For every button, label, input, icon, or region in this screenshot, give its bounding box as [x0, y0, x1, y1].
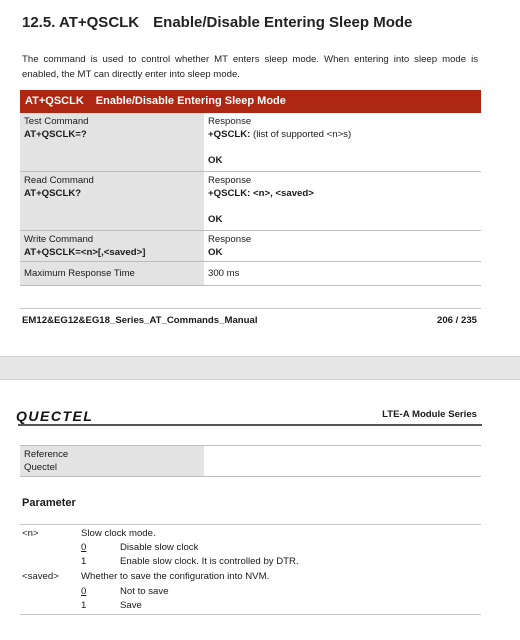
table-header-command: AT+QSCLK [25, 95, 84, 107]
table-row-write [20, 231, 481, 262]
param-n-value-1: 1 [81, 556, 87, 567]
param-saved-meaning-1: Save [120, 600, 142, 611]
table-row-max-time [20, 262, 481, 286]
header-divider [18, 424, 482, 426]
module-series: LTE-A Module Series [382, 409, 477, 420]
param-name-n: <n> [22, 528, 39, 539]
param-n-value-0: 0 [81, 542, 87, 553]
reference-label: Reference [24, 449, 69, 460]
reference-row [20, 446, 481, 477]
logo-wordmark: QUECTEL [16, 408, 94, 424]
max-response-label: Maximum Response Time [20, 262, 204, 286]
section-title [22, 14, 412, 31]
table-row-test [20, 113, 481, 172]
footer-page-number: 206 / 235 [436, 315, 477, 326]
param-desc-n: Slow clock mode. [81, 528, 156, 539]
command-table [20, 113, 481, 286]
read-response-ok: OK [208, 214, 223, 225]
write-command-label: Write Command [24, 234, 94, 245]
param-n-meaning-0: Disable slow clock [120, 542, 199, 553]
test-response-prefix: +QSCLK: [208, 129, 251, 140]
write-response-label: Response [208, 234, 252, 245]
section-description: The command is used to control whether MT enters sleep mode. When entering into sleep mode is enabled, the MT can directly enter into sleep mode. [22, 54, 478, 80]
test-command-syntax: AT+QSCLK=? [24, 129, 87, 140]
param-saved-value-0: 0 [81, 586, 87, 597]
max-response-value: 300 ms [204, 262, 481, 286]
footer-divider [20, 308, 481, 309]
test-response-text: (list of supported <n>s) [250, 129, 352, 140]
param-name-saved: <saved> [22, 571, 59, 582]
param-saved-meaning-0: Not to save [120, 586, 169, 597]
reference-source: Quectel [24, 462, 58, 473]
test-response-label: Response [208, 116, 252, 127]
parameter-top-divider [20, 524, 481, 525]
write-command-syntax: AT+QSCLK=<n>[,<saved>] [24, 247, 146, 258]
footer-document-name: EM12&EG12&EG18_Series_AT_Commands_Manual [22, 315, 258, 326]
command-table-header [20, 90, 481, 113]
section-number: 12.5. [22, 14, 56, 31]
table-row-read [20, 172, 481, 231]
section-title-text: Enable/Disable Entering Sleep Mode [153, 14, 413, 31]
read-command-syntax: AT+QSCLK? [24, 188, 82, 199]
test-response-body [208, 128, 477, 141]
test-response-ok: OK [208, 155, 223, 166]
table-header-title: Enable/Disable Entering Sleep Mode [95, 95, 286, 107]
page-207 [0, 380, 520, 640]
section-command: AT+QSCLK [59, 14, 140, 31]
param-n-meaning-1: Enable slow clock. It is controlled by DTR. [120, 556, 299, 567]
reference-table [20, 445, 481, 477]
test-command-label: Test Command [24, 116, 89, 127]
page-gap [0, 356, 520, 380]
read-response-body: +QSCLK: <n>, <saved> [208, 188, 314, 199]
parameter-bottom-divider [20, 614, 481, 615]
write-response-ok: OK [208, 247, 223, 258]
param-saved-value-1: 1 [81, 600, 87, 611]
read-response-label: Response [208, 175, 252, 186]
param-desc-saved: Whether to save the configuration into NVM. [81, 571, 270, 582]
parameter-heading: Parameter [22, 497, 76, 509]
read-command-label: Read Command [24, 175, 94, 186]
